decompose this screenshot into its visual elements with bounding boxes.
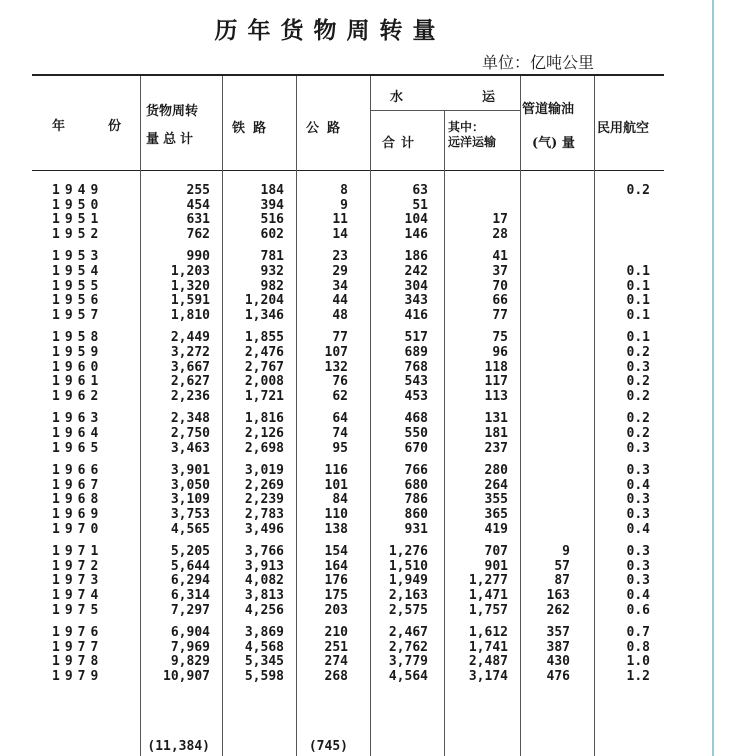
cell-air: 0.1 bbox=[626, 330, 650, 346]
cell-rail: 781 bbox=[260, 249, 284, 265]
cell-ocean: 3,174 bbox=[468, 669, 508, 684]
cell-rail: 2,008 bbox=[244, 374, 284, 390]
cell-air: 0.2 bbox=[626, 183, 650, 198]
cell-water: 550 bbox=[404, 426, 428, 441]
cell-road: 138 bbox=[324, 521, 348, 537]
cell-ocean: 117 bbox=[484, 374, 508, 390]
header-total-line1: 货物周转 bbox=[146, 104, 199, 119]
cell-rail: 2,476 bbox=[244, 345, 284, 360]
cell-road: 34 bbox=[332, 278, 348, 294]
cell-total: 631 bbox=[186, 212, 210, 228]
cell-pipe: 430 bbox=[546, 654, 570, 670]
cell-ocean: 70 bbox=[492, 278, 508, 294]
cell-year: 1950 bbox=[52, 197, 104, 213]
cell-rail: 184 bbox=[260, 183, 284, 198]
cell-air bbox=[594, 228, 650, 242]
cell-rail: 3,496 bbox=[244, 521, 284, 537]
cell-road: 8 bbox=[340, 183, 348, 198]
cell-ocean: 1,612 bbox=[468, 625, 508, 641]
cell-pipe bbox=[520, 442, 570, 456]
cell-year: 1965 bbox=[52, 440, 104, 456]
cell-ocean: 1,471 bbox=[468, 588, 508, 603]
cell-year: 1959 bbox=[52, 345, 104, 360]
cell-ocean: 113 bbox=[484, 388, 508, 404]
cell-total: 9,829 bbox=[170, 654, 210, 670]
cell-ocean: 901 bbox=[484, 558, 508, 574]
cell-total: 2,449 bbox=[170, 330, 210, 346]
cell-ocean: 75 bbox=[492, 330, 508, 346]
cell-pipe bbox=[520, 361, 570, 375]
cell-ocean: 28 bbox=[492, 226, 508, 242]
cell-road: 268 bbox=[324, 669, 348, 684]
cell-total: 2,627 bbox=[170, 374, 210, 390]
cell-road: 23 bbox=[332, 249, 348, 265]
cell-air: 0.2 bbox=[626, 345, 650, 360]
cell-rail: 4,568 bbox=[244, 639, 284, 655]
cell-year: 1958 bbox=[52, 330, 104, 346]
cell-total: 5,644 bbox=[170, 558, 210, 574]
cell-pipe bbox=[520, 375, 570, 389]
cell-year: 1957 bbox=[52, 307, 104, 323]
cell-road: 29 bbox=[332, 264, 348, 279]
cell-water: 63 bbox=[412, 183, 428, 198]
table-top-rule bbox=[32, 74, 664, 76]
cell-pipe bbox=[520, 508, 570, 522]
cell-pipe bbox=[520, 250, 570, 264]
cell-pipe: 57 bbox=[554, 558, 570, 574]
cell-year: 1955 bbox=[52, 278, 104, 294]
cell-road: 132 bbox=[324, 359, 348, 375]
cell-year: 1953 bbox=[52, 249, 104, 265]
cell-total: 2,348 bbox=[170, 411, 210, 427]
cell-rail: 516 bbox=[260, 212, 284, 228]
cell-water: 343 bbox=[404, 293, 428, 309]
cell-road: 9 bbox=[340, 197, 348, 213]
cell-pipe bbox=[520, 346, 570, 360]
page-title: 历年货物周转量 bbox=[214, 17, 446, 44]
cell-pipe bbox=[520, 493, 570, 507]
cell-ocean: 264 bbox=[484, 477, 508, 493]
cell-road: 62 bbox=[332, 388, 348, 404]
cell-total: 5,205 bbox=[170, 544, 210, 560]
cell-air bbox=[594, 250, 650, 264]
cell-ocean: 37 bbox=[492, 264, 508, 279]
cell-year: 1949 bbox=[52, 183, 104, 198]
cell-pipe bbox=[520, 523, 570, 537]
cell-pipe bbox=[520, 265, 570, 279]
cell-water: 689 bbox=[404, 345, 428, 360]
cell-road: 44 bbox=[332, 293, 348, 309]
cell-rail: 3,869 bbox=[244, 625, 284, 641]
cell-water: 186 bbox=[404, 249, 428, 265]
cell-total: 762 bbox=[186, 226, 210, 242]
cell-road: 110 bbox=[324, 507, 348, 522]
cell-water: 416 bbox=[404, 307, 428, 323]
cell-total: 3,667 bbox=[170, 359, 210, 375]
cell-water: 2,467 bbox=[388, 625, 428, 641]
cell-air: 0.3 bbox=[626, 463, 650, 479]
cell-pipe bbox=[520, 213, 570, 227]
cell-total: 454 bbox=[186, 197, 210, 213]
cell-air: 1.0 bbox=[626, 654, 650, 670]
cell-rail: 1,346 bbox=[244, 307, 284, 323]
cell-rail: 4,082 bbox=[244, 573, 284, 589]
header-pipeline-line1: 管道输油 bbox=[522, 102, 575, 117]
cell-year: 1966 bbox=[52, 463, 104, 479]
cell-road: 11 bbox=[332, 212, 348, 228]
cell-pipe: 476 bbox=[546, 669, 570, 684]
cell-rail: 3,019 bbox=[244, 463, 284, 479]
cell-air: 0.1 bbox=[626, 264, 650, 279]
cell-rail: 932 bbox=[260, 264, 284, 279]
cell-ocean bbox=[444, 184, 508, 198]
cell-rail: 2,239 bbox=[244, 492, 284, 508]
cell-water: 4,564 bbox=[388, 669, 428, 684]
cell-ocean: 365 bbox=[484, 507, 508, 522]
cell-water: 2,575 bbox=[388, 602, 428, 618]
header-ocean-line2: 远洋运输 bbox=[448, 135, 497, 149]
cell-rail: 5,598 bbox=[244, 669, 284, 684]
cell-rail: 2,126 bbox=[244, 426, 284, 441]
cell-total: 10,907 bbox=[163, 669, 210, 684]
cell-year: 1979 bbox=[52, 669, 104, 684]
cell-pipe bbox=[520, 184, 570, 198]
cell-rail: 2,767 bbox=[244, 359, 284, 375]
cell-year: 1971 bbox=[52, 544, 104, 560]
cell-ocean: 66 bbox=[492, 293, 508, 309]
cell-year: 1962 bbox=[52, 388, 104, 404]
cell-air: 0.2 bbox=[626, 411, 650, 427]
cell-water: 304 bbox=[404, 278, 428, 294]
header-bottom-rule bbox=[32, 170, 664, 171]
cell-air: 0.4 bbox=[626, 521, 650, 537]
cell-air: 0.4 bbox=[626, 477, 650, 493]
cell-ocean: 1,277 bbox=[468, 573, 508, 589]
cell-road: 176 bbox=[324, 573, 348, 589]
cell-rail: 982 bbox=[260, 278, 284, 294]
cell-pipe: 262 bbox=[546, 602, 570, 618]
cell-year: 1952 bbox=[52, 226, 104, 242]
cell-total: 4,565 bbox=[170, 521, 210, 537]
cell-rail: 1,816 bbox=[244, 411, 284, 427]
cell-water: 670 bbox=[404, 440, 428, 456]
cell-total: 990 bbox=[186, 249, 210, 265]
cell-pipe bbox=[520, 427, 570, 441]
cell-road: 203 bbox=[324, 602, 348, 618]
cell-pipe bbox=[520, 280, 570, 294]
cell-water: 931 bbox=[404, 521, 428, 537]
cell-total: 3,050 bbox=[170, 477, 210, 493]
page-edge-rule bbox=[712, 0, 714, 756]
cell-road: 175 bbox=[324, 588, 348, 603]
header-aviation: 民用航空 bbox=[597, 121, 650, 136]
cell-pipe bbox=[520, 412, 570, 426]
cell-ocean: 280 bbox=[484, 463, 508, 479]
cell-total: 1,810 bbox=[170, 307, 210, 323]
cell-ocean: 355 bbox=[484, 492, 508, 508]
cell-ocean: 1,757 bbox=[468, 602, 508, 618]
cell-road: 251 bbox=[324, 639, 348, 655]
cell-total: 1,591 bbox=[170, 293, 210, 309]
cell-road: 77 bbox=[332, 330, 348, 346]
cell-air: 0.2 bbox=[626, 388, 650, 404]
cell-air: 0.3 bbox=[626, 558, 650, 574]
cell-air: 0.8 bbox=[626, 639, 650, 655]
cell-rail: 602 bbox=[260, 226, 284, 242]
cell-air bbox=[594, 199, 650, 213]
cell-ocean: 41 bbox=[492, 249, 508, 265]
cell-air: 0.7 bbox=[626, 625, 650, 641]
cell-total: 6,904 bbox=[170, 625, 210, 641]
cell-rail: 2,269 bbox=[244, 477, 284, 493]
cell-total: 3,272 bbox=[170, 345, 210, 360]
cell-water: 680 bbox=[404, 477, 428, 493]
cell-water: 1,510 bbox=[388, 558, 428, 574]
cell-rail: 3,913 bbox=[244, 558, 284, 574]
cell-ocean: 118 bbox=[484, 359, 508, 375]
cell-water: 860 bbox=[404, 507, 428, 522]
cell-pipe: 9 bbox=[562, 544, 570, 560]
cell-total: 255 bbox=[186, 183, 210, 198]
header-road: 公路 bbox=[306, 121, 349, 136]
cell-total: 3,901 bbox=[170, 463, 210, 479]
cell-water: 1,276 bbox=[388, 544, 428, 560]
cell-ocean: 131 bbox=[484, 411, 508, 427]
cell-rail: 4,256 bbox=[244, 602, 284, 618]
cell-air bbox=[594, 213, 650, 227]
cell-rail: 2,698 bbox=[244, 440, 284, 456]
cell-water: 2,163 bbox=[388, 588, 428, 603]
cell-water: 104 bbox=[404, 212, 428, 228]
header-water-total: 合计 bbox=[382, 136, 421, 151]
cell-year: 1968 bbox=[52, 492, 104, 508]
cell-ocean: 707 bbox=[484, 544, 508, 560]
cell-rail: 1,721 bbox=[244, 388, 284, 404]
cell-year: 1967 bbox=[52, 477, 104, 493]
cell-water: 766 bbox=[404, 463, 428, 479]
cell-total: 6,294 bbox=[170, 573, 210, 589]
cell-pipe bbox=[520, 294, 570, 308]
cell-rail: 1,204 bbox=[244, 293, 284, 309]
cell-year: 1969 bbox=[52, 507, 104, 522]
cell-air: 0.1 bbox=[626, 307, 650, 323]
cell-water: 543 bbox=[404, 374, 428, 390]
cell-road: 116 bbox=[324, 463, 348, 479]
cell-year: 1973 bbox=[52, 573, 104, 589]
header-ocean-line1: 其中： bbox=[448, 120, 485, 134]
cell-air: 0.2 bbox=[626, 374, 650, 390]
cell-road: 154 bbox=[324, 544, 348, 560]
cell-road: 76 bbox=[332, 374, 348, 390]
cell-pipe: 387 bbox=[546, 639, 570, 655]
cell-pipe: 163 bbox=[546, 588, 570, 603]
cell-air: 0.4 bbox=[626, 588, 650, 603]
cell-total: 1,203 bbox=[170, 264, 210, 279]
total-footnote: (11,384) bbox=[147, 739, 210, 754]
cell-pipe: 87 bbox=[554, 573, 570, 589]
header-pipeline-line2: (气) 量 bbox=[532, 136, 575, 151]
cell-rail: 2,783 bbox=[244, 507, 284, 522]
cell-total: 3,109 bbox=[170, 492, 210, 508]
cell-air: 0.2 bbox=[626, 426, 650, 441]
cell-year: 1963 bbox=[52, 411, 104, 427]
cell-water: 3,779 bbox=[388, 654, 428, 670]
cell-water: 453 bbox=[404, 388, 428, 404]
cell-rail: 1,855 bbox=[244, 330, 284, 346]
header-rail: 铁路 bbox=[232, 121, 275, 136]
cell-air: 0.1 bbox=[626, 278, 650, 294]
cell-total: 7,297 bbox=[170, 602, 210, 618]
cell-water: 1,949 bbox=[388, 573, 428, 589]
cell-road: 101 bbox=[324, 477, 348, 493]
cell-road: 210 bbox=[324, 625, 348, 641]
cell-year: 1960 bbox=[52, 359, 104, 375]
cell-water: 146 bbox=[404, 226, 428, 242]
cell-total: 6,314 bbox=[170, 588, 210, 603]
cell-pipe bbox=[520, 199, 570, 213]
cell-pipe bbox=[520, 228, 570, 242]
cell-air: 1.2 bbox=[626, 669, 650, 684]
cell-water: 768 bbox=[404, 359, 428, 375]
cell-ocean: 1,741 bbox=[468, 639, 508, 655]
cell-rail: 5,345 bbox=[244, 654, 284, 670]
cell-ocean bbox=[444, 199, 508, 213]
cell-year: 1956 bbox=[52, 293, 104, 309]
cell-year: 1961 bbox=[52, 374, 104, 390]
cell-road: 164 bbox=[324, 558, 348, 574]
cell-year: 1974 bbox=[52, 588, 104, 603]
cell-road: 274 bbox=[324, 654, 348, 670]
water-subheader-rule bbox=[370, 110, 520, 111]
cell-water: 517 bbox=[404, 330, 428, 346]
cell-road: 84 bbox=[332, 492, 348, 508]
cell-total: 3,753 bbox=[170, 507, 210, 522]
cell-ocean: 181 bbox=[484, 426, 508, 441]
unit-label: 单位：亿吨公里 bbox=[482, 53, 595, 72]
road-footnote: (745) bbox=[308, 739, 348, 754]
header-total-line2: 量总计 bbox=[146, 132, 198, 147]
cell-ocean: 419 bbox=[484, 521, 508, 537]
header-year-b: 份 bbox=[108, 119, 122, 134]
cell-year: 1977 bbox=[52, 639, 104, 655]
cell-total: 3,463 bbox=[170, 440, 210, 456]
cell-air: 0.3 bbox=[626, 573, 650, 589]
cell-pipe bbox=[520, 331, 570, 345]
cell-year: 1978 bbox=[52, 654, 104, 670]
cell-year: 1954 bbox=[52, 264, 104, 279]
cell-year: 1972 bbox=[52, 558, 104, 574]
cell-air: 0.6 bbox=[626, 602, 650, 618]
header-water-b: 运 bbox=[482, 90, 496, 105]
cell-ocean: 96 bbox=[492, 345, 508, 360]
cell-rail: 3,813 bbox=[244, 588, 284, 603]
cell-total: 1,320 bbox=[170, 278, 210, 294]
cell-pipe: 357 bbox=[546, 625, 570, 641]
cell-air: 0.3 bbox=[626, 544, 650, 560]
cell-road: 64 bbox=[332, 411, 348, 427]
cell-ocean: 17 bbox=[492, 212, 508, 228]
cell-year: 1951 bbox=[52, 212, 104, 228]
cell-road: 48 bbox=[332, 307, 348, 323]
cell-total: 2,236 bbox=[170, 388, 210, 404]
cell-total: 7,969 bbox=[170, 639, 210, 655]
cell-pipe bbox=[520, 309, 570, 323]
cell-air: 0.3 bbox=[626, 507, 650, 522]
cell-water: 51 bbox=[412, 197, 428, 213]
cell-year: 1964 bbox=[52, 426, 104, 441]
cell-air: 0.3 bbox=[626, 492, 650, 508]
cell-road: 95 bbox=[332, 440, 348, 456]
cell-ocean: 2,487 bbox=[468, 654, 508, 670]
cell-water: 468 bbox=[404, 411, 428, 427]
cell-road: 74 bbox=[332, 426, 348, 441]
cell-air: 0.3 bbox=[626, 359, 650, 375]
cell-rail: 394 bbox=[260, 197, 284, 213]
cell-total: 2,750 bbox=[170, 426, 210, 441]
cell-year: 1975 bbox=[52, 602, 104, 618]
cell-air: 0.3 bbox=[626, 440, 650, 456]
cell-ocean: 77 bbox=[492, 307, 508, 323]
cell-air: 0.1 bbox=[626, 293, 650, 309]
cell-year: 1976 bbox=[52, 625, 104, 641]
header-year-a: 年 bbox=[52, 119, 66, 134]
cell-year: 1970 bbox=[52, 521, 104, 537]
cell-rail: 3,766 bbox=[244, 544, 284, 560]
cell-road: 14 bbox=[332, 226, 348, 242]
cell-water: 242 bbox=[404, 264, 428, 279]
cell-road: 107 bbox=[324, 345, 348, 360]
cell-water: 2,762 bbox=[388, 639, 428, 655]
header-water-a: 水 bbox=[390, 90, 404, 105]
cell-pipe bbox=[520, 464, 570, 478]
cell-pipe bbox=[520, 479, 570, 493]
cell-pipe bbox=[520, 390, 570, 404]
cell-water: 786 bbox=[404, 492, 428, 508]
cell-ocean: 237 bbox=[484, 440, 508, 456]
